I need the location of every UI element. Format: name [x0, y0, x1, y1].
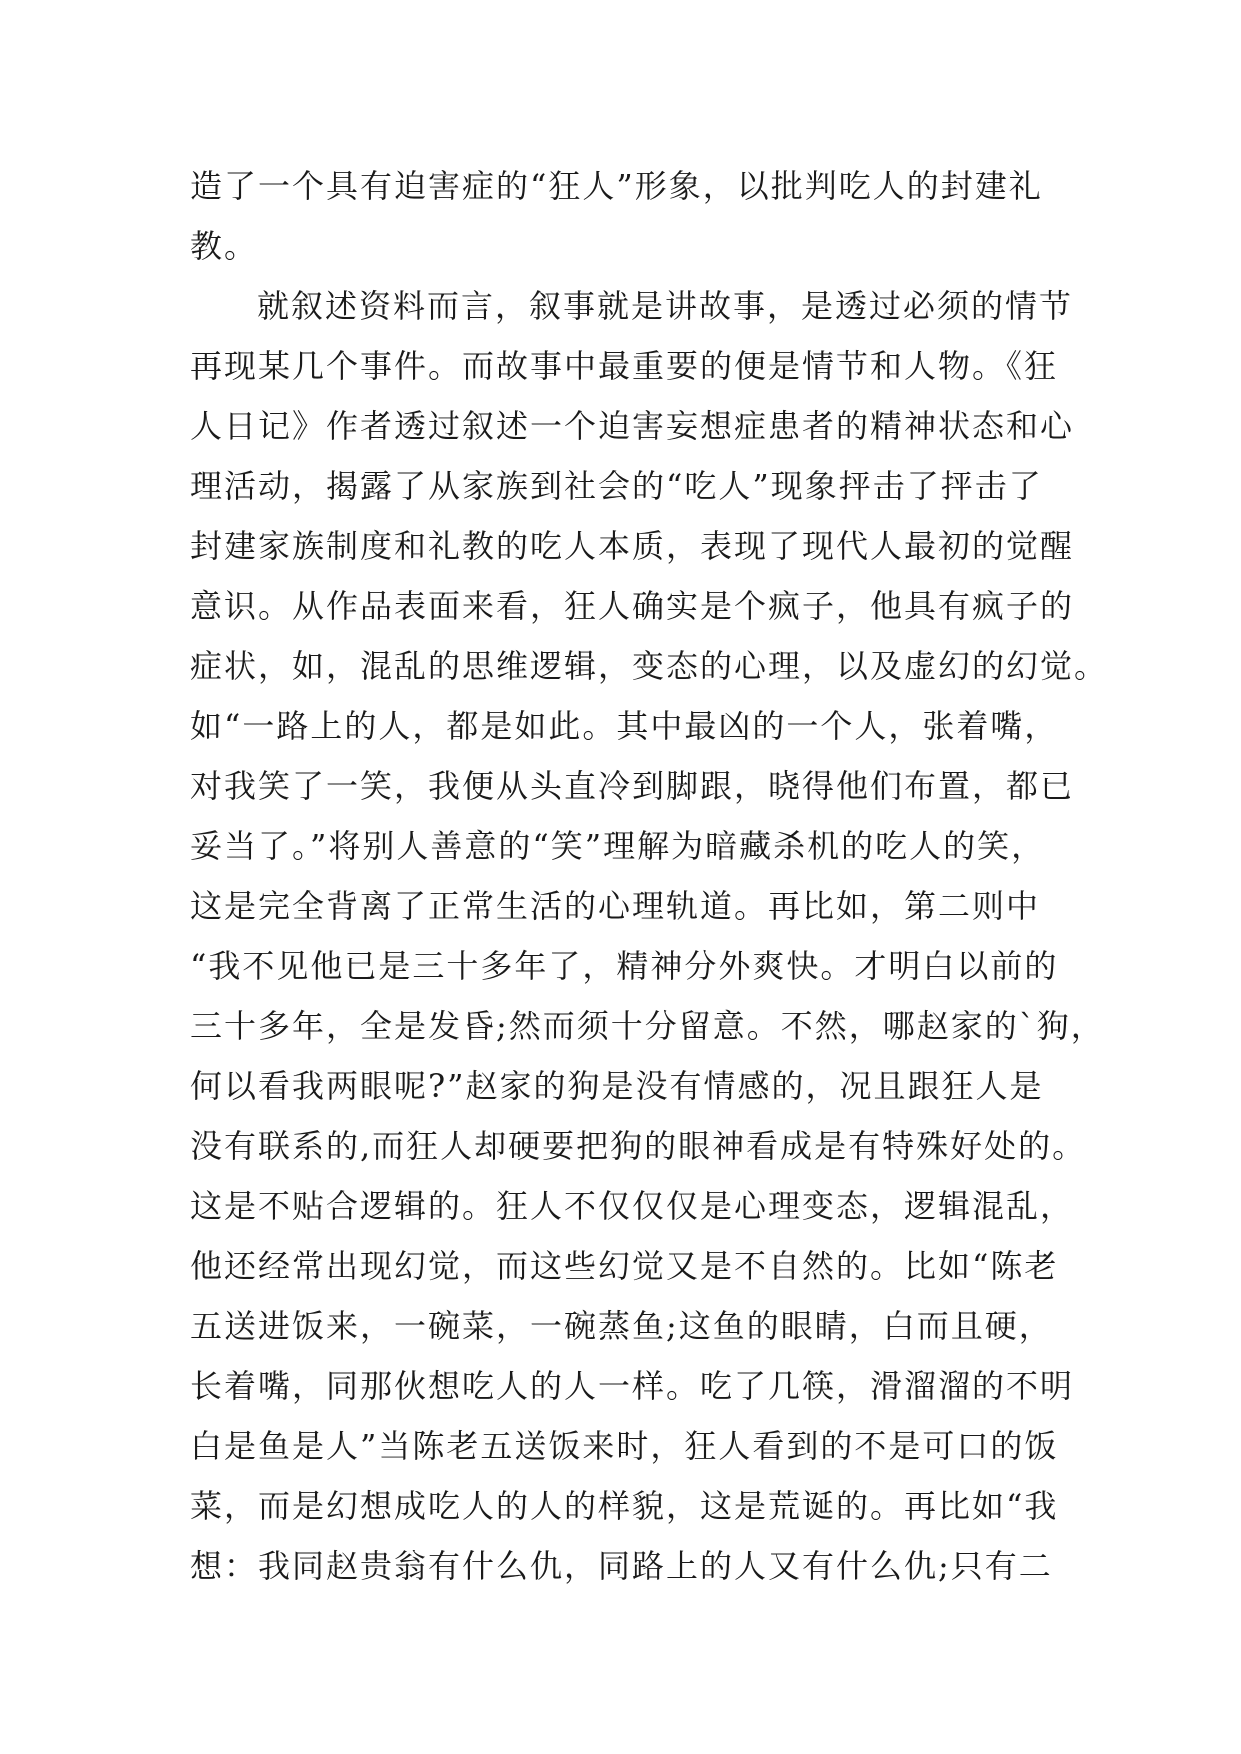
- text-line: “我不见他已是三十多年了，精神分外爽快。才明白以前的: [190, 947, 1059, 985]
- text-line: 妥当了。”将别人善意的“笑”理解为暗藏杀机的吃人的笑，: [190, 827, 1046, 865]
- text-line: 五送进饭来，一碗菜，一碗蒸鱼;这鱼的眼睛，白而且硬，: [190, 1307, 1053, 1345]
- text-line: 理活动，揭露了从家族到社会的“吃人”现象抨击了抨击了: [190, 467, 1043, 505]
- text-line: 对我笑了一笑，我便从头直冷到脚跟，晓得他们布置，都已: [190, 767, 1075, 805]
- text-line: 何以看我两眼呢?”赵家的狗是没有情感的，况且跟狂人是: [190, 1067, 1044, 1105]
- paragraph-start-line: 就叙述资料而言，叙事就是讲故事，是透过必须的情节: [257, 287, 1074, 325]
- text-line: 再现某几个事件。而故事中最重要的便是情节和人物。《狂: [190, 347, 1059, 385]
- text-line: 三十多年，全是发昏;然而须十分留意。不然，哪赵家的`狗，: [190, 1007, 1105, 1045]
- text-line: 想：我同赵贵翁有什么仇，同路上的人又有什么仇;只有二: [190, 1547, 1053, 1585]
- text-line: 这是完全背离了正常生活的心理轨道。再比如，第二则中: [190, 887, 1041, 925]
- text-line: 他还经常出现幻觉，而这些幻觉又是不自然的。比如“陈老: [190, 1247, 1059, 1285]
- text-line: 症状，如，混乱的思维逻辑，变态的心理，以及虚幻的幻觉。: [190, 647, 1109, 685]
- text-line: 人日记》作者透过叙述一个迫害妄想症患者的精神状态和心: [190, 407, 1075, 445]
- text-line: 长着嘴，同那伙想吃人的人一样。吃了几筷，滑溜溜的不明: [190, 1367, 1075, 1405]
- text-line: 这是不贴合逻辑的。狂人不仅仅仅是心理变态，逻辑混乱，: [190, 1187, 1075, 1225]
- text-line: 封建家族制度和礼教的吃人本质，表现了现代人最初的觉醒: [190, 527, 1075, 565]
- text-line: 菜，而是幻想成吃人的人的样貌，这是荒诞的。再比如“我: [190, 1487, 1059, 1525]
- text-line: 教。: [190, 227, 259, 265]
- text-line: 没有联系的,而狂人却硬要把狗的眼神看成是有特殊好处的。: [190, 1127, 1087, 1165]
- text-line: 白是鱼是人”当陈老五送饭来时，狂人看到的不是可口的饭: [190, 1427, 1059, 1465]
- body-text: [190, 156, 1109, 1596]
- text-line: 如“一路上的人，都是如此。其中最凶的一个人，张着嘴，: [190, 707, 1059, 745]
- text-line: 造了一个具有迫害症的“狂人”形象，以批判吃人的封建礼: [190, 167, 1043, 205]
- text-line: 意识。从作品表面来看，狂人确实是个疯子，他具有疯子的: [190, 587, 1075, 625]
